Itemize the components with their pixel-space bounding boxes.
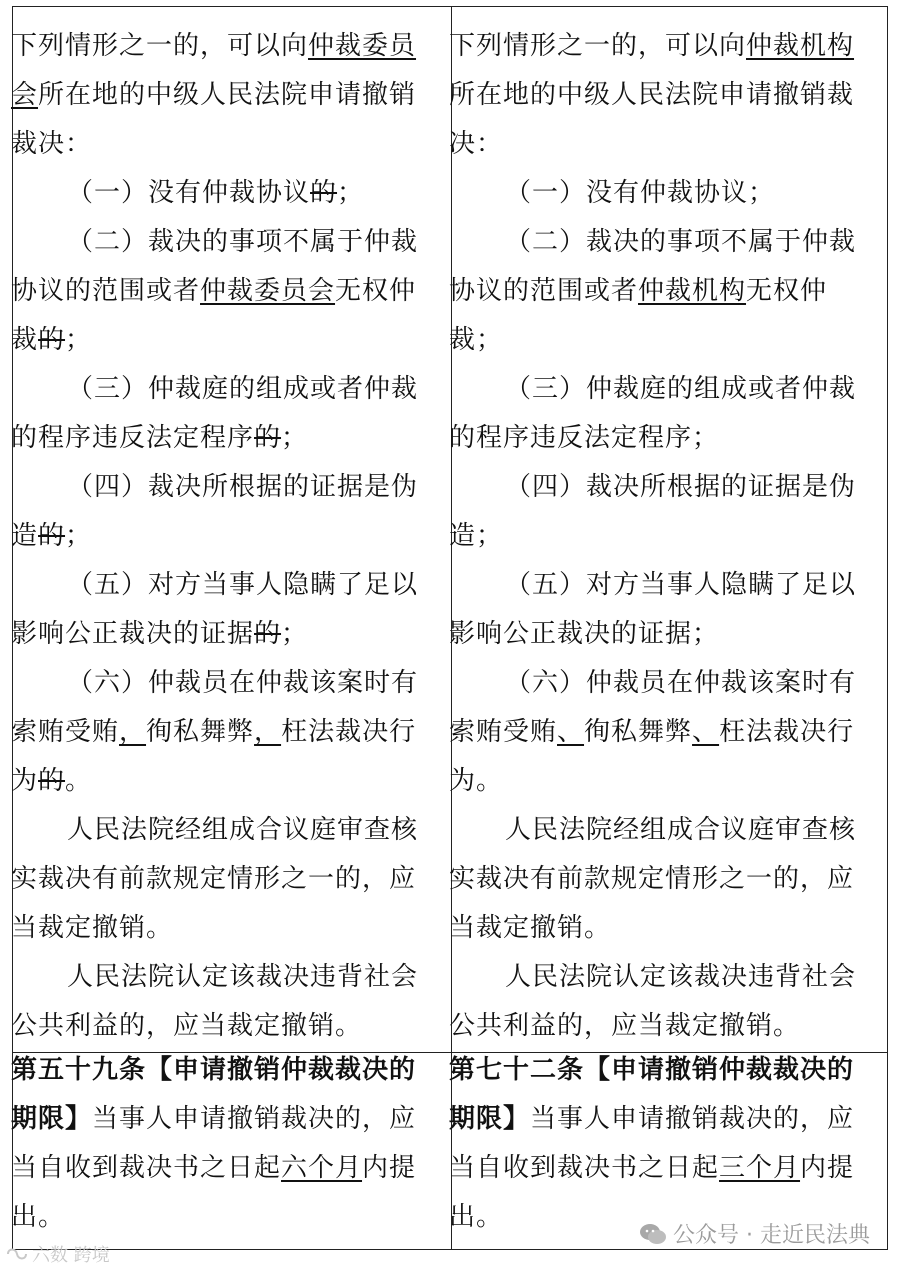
wechat-watermark: 公众号 · 走近民法典 — [639, 1218, 870, 1249]
right-item-6: （六）仲裁员在仲裁该案时有索贿受贿、徇私舞弊、枉法裁决行为。 — [449, 668, 857, 796]
wechat-icon — [639, 1223, 667, 1245]
right-item-4: （四）裁决所根据的证据是伪造； — [449, 472, 857, 551]
left-paragraph-2: 人民法院经组成合议庭审查核实裁决有前款规定情形之一的，应当裁定撤销。 — [11, 815, 419, 943]
left-item-4: （四）裁决所根据的证据是伪造的； — [11, 472, 419, 551]
left-item-6: （六）仲裁员在仲裁该案时有索贿受贿，徇私舞弊，枉法裁决行为的。 — [11, 668, 419, 796]
right-paragraph-3: 人民法院认定该裁决违背社会公共利益的，应当裁定撤销。 — [449, 962, 857, 1041]
left-item-1: （一）没有仲裁协议的； — [67, 178, 365, 208]
right-article: 第七十二条【申请撤销仲裁裁决的期限】当事人申请撤销裁决的，应当自收到裁决书之日起三个月内提出。 — [449, 1055, 855, 1232]
left-paragraph-3: 人民法院认定该裁决违背社会公共利益的，应当裁定撤销。 — [11, 962, 419, 1041]
right-item-2: （二）裁决的事项不属于仲裁协议的范围或者仲裁机构无权仲裁； — [449, 227, 857, 355]
right-clause-cell — [449, 22, 867, 1051]
corner-watermark: 六数 跨境 — [6, 1241, 110, 1267]
right-item-1: （一）没有仲裁协议； — [505, 178, 776, 208]
left-item-2: （二）裁决的事项不属于仲裁协议的范围或者仲裁委员会无权仲裁的； — [11, 227, 419, 355]
left-article-title: 第五十九条【申请撤销仲裁裁决的期限】 — [11, 1055, 417, 1134]
left-item-5: （五）对方当事人隐瞒了足以影响公正裁决的证据的； — [11, 570, 419, 649]
left-article-cell — [11, 1046, 429, 1242]
left-article: 第五十九条【申请撤销仲裁裁决的期限】当事人申请撤销裁决的，应当自收到裁决书之日起六个月内提出。 — [11, 1055, 417, 1232]
right-item-5: （五）对方当事人隐瞒了足以影响公正裁决的证据； — [449, 570, 857, 649]
right-item-3: （三）仲裁庭的组成或者仲裁的程序违反法定程序； — [449, 374, 857, 453]
right-article-cell — [449, 1046, 867, 1242]
left-intro: 下列情形之一的，可以向仲裁委员会所在地的中级人民法院申请撤销裁决： — [11, 31, 417, 159]
left-item-3: （三）仲裁庭的组成或者仲裁的程序违反法定程序的； — [11, 374, 419, 453]
right-article-title: 第七十二条【申请撤销仲裁裁决的期限】 — [449, 1055, 855, 1134]
right-paragraph-2: 人民法院经组成合议庭审查核实裁决有前款规定情形之一的，应当裁定撤销。 — [449, 815, 857, 943]
logo-icon — [6, 1245, 28, 1263]
right-intro: 下列情形之一的，可以向仲裁机构所在地的中级人民法院申请撤销裁决： — [449, 31, 855, 159]
left-clause-cell — [11, 22, 429, 1051]
